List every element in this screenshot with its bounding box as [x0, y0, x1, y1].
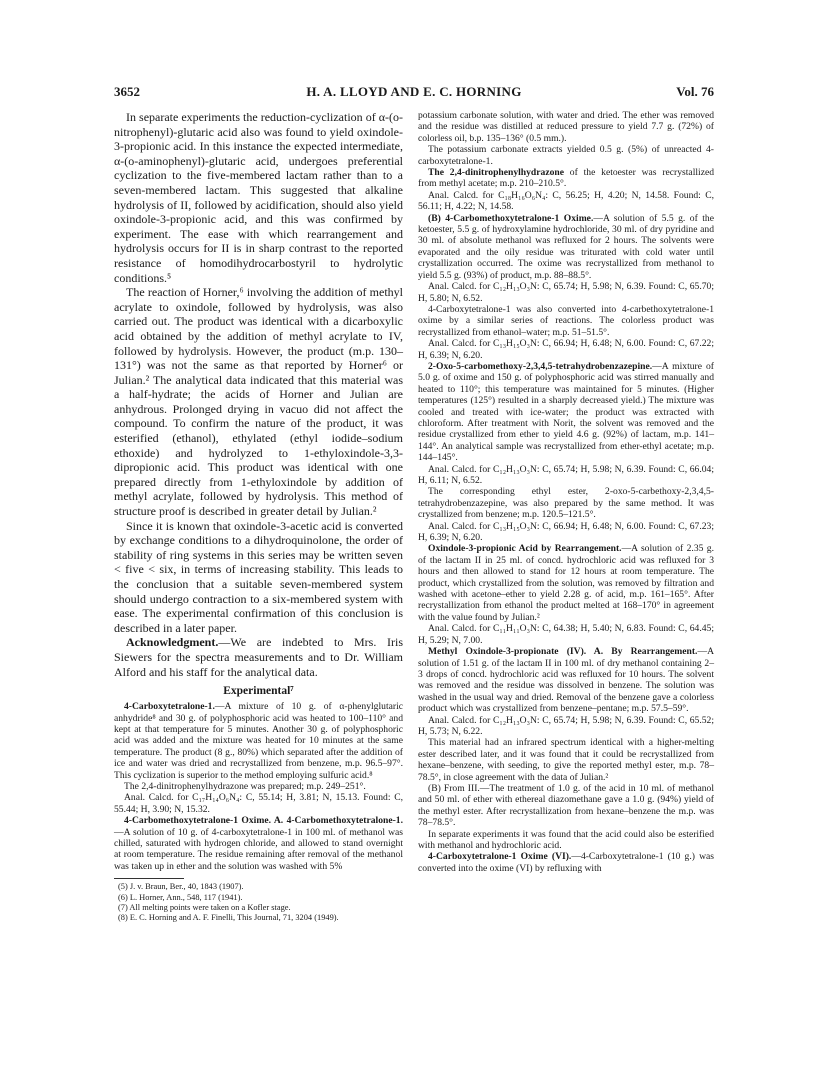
running-header [114, 84, 714, 100]
paragraph-text: —4-Carboxytetralone-1 (10 g.) was converted into the oxime (VI) by refluxing with [418, 851, 714, 874]
experimental-heading: Experimental⁷ [223, 685, 294, 698]
paragraph [114, 792, 403, 815]
paragraph [418, 167, 714, 190]
acknowledgment-text: —We are indebted to Mrs. Iris Siewers for the spectra measurements and to Dr. William Alford and his staff for the analytical data. [114, 635, 403, 679]
paragraph [418, 144, 714, 167]
paragraph-text: —A solution of 5.5 g. of the ketoester, 5.5 g. of hydroxylamine hydrochloride, 30 ml. of dry pyridine and 30 ml. of absolute methanol was refluxed for 2 hours. The solvents were evaporated and the oily residue was triturated with cold water until crystallization occurred. The oxime was recrystallized from methanol to yield 5.5 g. (93%) of product, m.p. 88–88.5°. [418, 212, 714, 281]
paragraph-text: (B) From III.—The treatment of 1.0 g. of the acid in 10 ml. of methanol and 50 ml. of ether with ethereal diazomethane gave a 1.0 g. (94%) yield of the methyl ester. After recrystallization from hexane–benzene the m.p. was 78–78.5°. [418, 782, 714, 829]
paragraph [418, 851, 714, 874]
footnote: (5) J. v. Braun, Ber., 40, 1843 (1907). [118, 882, 244, 892]
footnote: (6) L. Horner, Ann., 548, 117 (1941). [118, 892, 243, 902]
paragraph [418, 623, 714, 646]
paragraph [418, 543, 714, 623]
paragraph [418, 829, 714, 852]
paragraph: The reaction of Horner,⁶ involving the addition of methyl acrylate to oxindole, followed by hydrolysis, was also carried out. The product was identical with a dicarboxylic acid obtained by the addition of methyl acrylate to IV, followed by hydrolysis. However, the product (m.p. 130–131°) was not the same as that reported by Horner⁶ or Julian.² The analytical data indicated that this material was a half-hydrate; the acids of Horner and Julian are anhydrous. Prolonged drying in vacuo did not affect the compound. To confirm the nature of the product, it was esterified (ethanol), ethylated (ethyl iodide–sodium ethoxide) and hydrolyzed to 1-ethyloxindole-3,3-dipropionic acid. This product was identical with one prepared directly from 1-ethyloxindole by addition of methyl acrylate, followed by hydrolysis. This method of structure proof is described in greater detail by Julian.² [114, 285, 403, 519]
paragraph [418, 338, 714, 361]
acknowledgment-paragraph [114, 635, 403, 679]
paragraph [418, 486, 714, 520]
volume-label: Vol. 76 [676, 84, 714, 99]
acknowledgment-heading: Acknowledgment. [126, 635, 219, 650]
paragraph-text: Anal. Calcd. for C₁₃H₁₅O₃N: C, 66.94; H, 6.48; N, 6.00. Found: C, 67.22; H, 6.39; N, 6.20. [418, 338, 714, 361]
paragraph-text: Anal. Calcd. for C₁₇H₁₄O₆N₄: C, 55.14; H, 3.81; N, 15.13. Found: C, 55.44; H, 3.90; N, 15.32. [114, 792, 403, 815]
footnote-rule [114, 878, 184, 879]
paragraph-text: —A solution of 2.35 g. of the lactam II in 25 ml. of concd. hydrochloric acid was refluxed for 3 hours and then allowed to stand for 12 hours at room temperature. The product, which crystallized from the solution, was removed by filtration and washed with acetone–ether to yield 2.28 g. of acid, m.p. 161–165°. After recrystallization from ethanol the product melted at 168–170° in agreement with the value found by Julian.² [418, 543, 714, 623]
paragraph [418, 464, 714, 487]
paragraph-text: In separate experiments it was found that the acid could also be esterified with methanol and hydrochloric acid. [418, 828, 714, 851]
paragraph [418, 213, 714, 281]
paragraph-text: —A solution of 1.51 g. of the lactam II in 100 ml. of dry methanol containing 2–3 drops of concd. hydrochloric acid was refluxed for 10 hours. The solvent was removed and the residue was dissolved in benzene. The solution was washed in the usual way and dried. Removal of the benzene gave a colorless product which was crystallized from benzene–pentane; m.p. 57.5–59°. [418, 646, 714, 715]
paragraph-text: —A mixture of 5.0 g. of oxime and 150 g. of polyphosphoric acid was stirred manually and heated to 110°; this temperature was maintained for 5 minutes. (Higher temperatures (125°) resulted in a sharply decreased yield.) The mixture was cooled and treated with ice-water; the product was extracted with chloroform. After treatment with Norit, the solvent was removed and the residue crystallized from ether to yield 4.6 g. (92%) of lactam, m.p. 141–144°. An analytical sample was recrystallized from ether-ethyl acetate; m.p. 144–145°. [418, 360, 714, 464]
paragraph-text: Anal. Calcd. for C₁₂H₁₃O₃N: C, 65.74; H, 5.98; N, 6.39. Found: C, 66.04; H, 6.11; N, 6.52. [418, 463, 714, 486]
paragraph-text: The corresponding ethyl ester, 2-oxo-5-carbethoxy-2,3,4,5-tetrahydrobenzazepine, was also prepared by the same method. It was crystallized from benzene; m.p. 120.5–121.5°. [418, 486, 714, 521]
run-in-heading: 4-Carboxytetralone-1. [124, 701, 215, 713]
footnotes [114, 882, 403, 923]
paragraph [418, 110, 714, 144]
paragraph [418, 361, 714, 464]
paragraph: Since it is known that oxindole-3-acetic acid is converted by exchange conditions to a dihydroquinolone, the order of stability of ring systems in this series may be written seven < five < six, in terms of increasing stability. This leads to the conclusion that a suitable seven-membered system should undergo contraction to a six-membered system with ease. The experimental confirmation of this conclusion is described in a later paper. [114, 518, 403, 635]
paragraph [418, 304, 714, 338]
paragraph [418, 783, 714, 829]
paragraph-text: Anal. Calcd. for C₁₂H₁₃O₃N: C, 65.74; H, 5.98; N, 6.39. Found: C, 65.70; H, 5.80; N, 6.52. [418, 281, 714, 304]
footnote: (7) All melting points were taken on a Kofler stage. [118, 902, 291, 912]
paragraph-text: Anal. Calcd. for C₁₁H₁₁O₃N: C, 64.38; H, 5.40; N, 6.83. Found: C, 64.45; H, 5.29; N, 7.00. [418, 623, 714, 646]
page-number: 3652 [114, 84, 140, 99]
right-column [418, 110, 714, 874]
run-in-heading: 2-Oxo-5-carbomethoxy-2,3,4,5-tetrahydrobenzazepine. [428, 360, 653, 372]
paragraph-text: 4-Carboxytetralone-1 was also converted into 4-carbethoxytetralone-1 oxime by a similar series of reactions. The colorless product was recrystallized from ethanol–water; m.p. 51–51.5°. [418, 303, 714, 338]
paragraph-text: Anal. Calcd. for C₁₃H₁₅O₃N: C, 66.94; H, 6.48; N, 6.00. Found: C, 67.23; H, 6.39; N, 6.20. [418, 520, 714, 544]
paragraph-text: Anal. Calcd. for C₁₂H₁₃O₃N: C, 65.74; H, 5.98; N, 6.39. Found: C, 65.52; H, 5.73; N, 6.22. [418, 714, 714, 737]
paragraph [114, 815, 403, 872]
paragraph-text: —A mixture of 10 g. of α-phenylglutaric anhydride⁸ and 30 g. of polyphosphoric acid was heated to 100–110° and kept at that temperature for 5 minutes. Another 30 g. of polyphosphoric acid was added and the mixture was heated for 10 minutes at the same temperature. The product (8 g., 80%) which separated after the addition of ice and water was dried and recrystallized from benzene, m.p. 96.5–97°. This cyclization is superior to the method employing sulfuric acid.⁸ [114, 701, 403, 781]
run-in-heading: Oxindole-3-propionic Acid by Rearrangement. [428, 543, 622, 555]
paragraph: In separate experiments the reduction-cyclization of α-(o-nitrophenyl)-glutaric acid also was found to yield oxindole-3-propionic acid. In this instance the expected intermediate, α-(o-aminophenyl)-glutaric acid, undergoes preferential cyclization to the five-membered lactam rather than to a seven-membered lactam. This suggested that alkaline hydrolysis of II, followed by acidification, should also yield oxindole-3-propionic acid, and this was confirmed by experiment. The ease with which rearrangement and hydrolysis occurs for II is in sharp contrast to the reported resistance of homodihydrocarbostyril to hydrolytic conditions.⁵ [114, 110, 403, 285]
paragraph [114, 781, 403, 792]
paragraph [114, 701, 403, 781]
paragraph-text: Anal. Calcd. for C₁₈H₁₆O₆N₄: C, 56.25; H, 4.20; N, 14.58. Found: C, 56.11; H, 4.22; N, 14.58. [418, 189, 714, 213]
run-in-heading: Methyl Oxindole-3-propionate (IV). A. By Rearrangement. [428, 646, 698, 658]
paragraph-text: The potassium carbonate extracts yielded 0.5 g. (5%) of unreacted 4-carboxytetralone-1. [418, 144, 714, 167]
paragraph [418, 190, 714, 213]
paragraph-text: The 2,4-dinitrophenylhydrazone was prepared; m.p. 249–251°. [124, 781, 366, 792]
paragraph [418, 281, 714, 304]
paragraph-text: —A solution of 10 g. of 4-carboxytetralone-1 in 100 ml. of methanol was chilled, saturated with hydrogen chloride, and allowed to stand overnight at room temperature. The residue remaining after removal of the methanol was taken up in ether and the solution was washed with 5% [114, 826, 403, 872]
running-head-authors: H. A. LLOYD AND E. C. HORNING [306, 84, 522, 99]
run-in-heading: The 2,4-dinitrophenylhydrazone [428, 167, 564, 179]
paragraph-text: potassium carbonate solution, with water and dried. The ether was removed and the residue was distilled at reduced pressure to yield 7.7 g. (72%) of colorless oil, b.p. 135–136° (0.5 mm.). [418, 110, 714, 144]
footnote: (8) E. C. Horning and A. F. Finelli, This Journal, 71, 3204 (1949). [118, 913, 339, 923]
left-column [114, 110, 403, 923]
paragraph [418, 521, 714, 544]
discussion-text [114, 110, 403, 679]
paragraph-text: of the ketoester was recrystallized from methyl acetate; m.p. 210–210.5°. [418, 167, 715, 190]
paragraph [418, 737, 714, 783]
paragraph-text: This material had an infrared spectrum identical with a higher-melting ester described later, and it was found that it could be recrystallized from hexane–benzene, with seeding, to give the reported methyl ester, m.p. 78–78.5°, in close agreement with the data of Julian.² [418, 737, 714, 783]
run-in-heading: 4-Carboxytetralone-1 Oxime (VI). [428, 851, 572, 863]
experimental-text [114, 701, 403, 872]
run-in-heading: (B) 4-Carbomethoxytetralone-1 Oxime. [428, 212, 594, 224]
paragraph [418, 715, 714, 738]
run-in-heading: 4-Carbomethoxytetralone-1 Oxime. A. 4-Carbomethoxytetralone-1. [124, 815, 403, 827]
paragraph [418, 646, 714, 714]
